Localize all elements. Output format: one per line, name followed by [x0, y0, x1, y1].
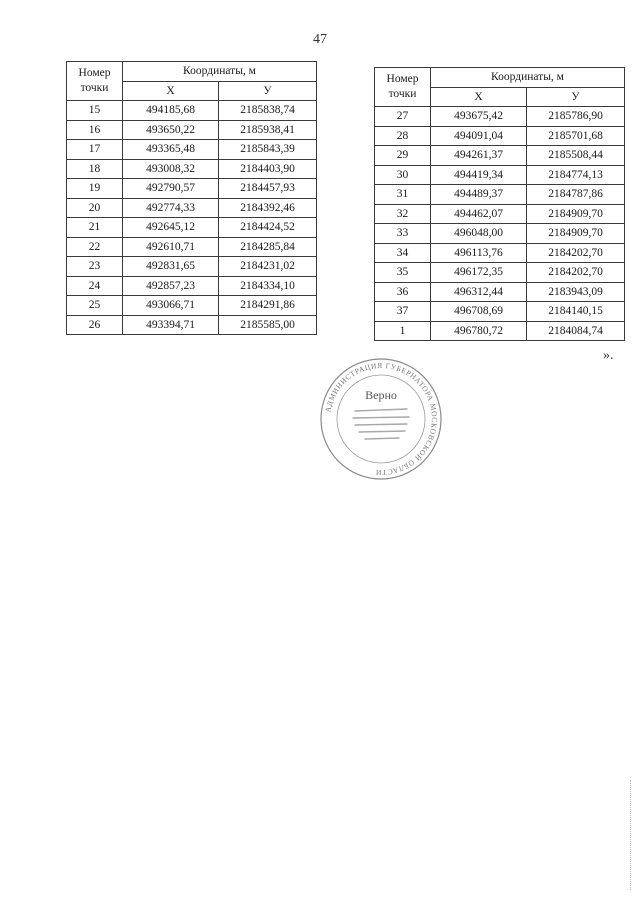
x-coordinate-cell: 493365,48	[123, 140, 219, 160]
y-coordinate-cell: 2184457,93	[219, 179, 317, 199]
point-number-cell: 23	[67, 257, 123, 277]
y-coordinate-cell: 2185938,41	[219, 120, 317, 140]
table-row	[67, 276, 317, 296]
point-number-cell: 25	[67, 296, 123, 316]
official-stamp	[319, 357, 443, 481]
y-coordinate-cell: 2185843,39	[219, 140, 317, 160]
x-coordinate-cell: 496780,72	[431, 321, 527, 341]
x-coordinate-cell: 492774,33	[123, 198, 219, 218]
stamp-ring-text: АДМИНИСТРАЦИЯ ГУБЕРНАТОРА МОСКОВСКОЙ ОБЛАСТИ	[323, 360, 440, 478]
x-coordinate-cell: 496048,00	[431, 224, 527, 244]
table-row	[375, 126, 625, 146]
table-row	[375, 204, 625, 224]
point-number-cell: 31	[375, 185, 431, 205]
y-coordinate-cell: 2184140,15	[527, 302, 625, 322]
point-number-cell: 35	[375, 263, 431, 283]
table-row	[375, 185, 625, 205]
point-number-cell: 21	[67, 218, 123, 238]
table-row	[67, 315, 317, 335]
margin-scan-marks	[630, 780, 633, 890]
x-coordinate-cell: 494462,07	[431, 204, 527, 224]
x-coordinate-cell: 492857,23	[123, 276, 219, 296]
y-coordinate-cell: 2184285,84	[219, 237, 317, 257]
x-coordinate-cell: 494489,37	[431, 185, 527, 205]
coordinates-table-right	[374, 67, 625, 341]
point-number-cell: 28	[375, 126, 431, 146]
y-coordinate-cell: 2185838,74	[219, 101, 317, 121]
table-row	[375, 165, 625, 185]
y-coordinate-cell: 2184787,86	[527, 185, 625, 205]
header-point-number: Номер точки	[375, 68, 431, 107]
point-number-cell: 17	[67, 140, 123, 160]
point-number-cell: 15	[67, 101, 123, 121]
table-row	[375, 146, 625, 166]
x-coordinate-cell: 492790,57	[123, 179, 219, 199]
y-coordinate-cell: 2185508,44	[527, 146, 625, 166]
table-row	[375, 263, 625, 283]
point-number-cell: 18	[67, 159, 123, 179]
point-number-cell: 1	[375, 321, 431, 341]
x-coordinate-cell: 494419,34	[431, 165, 527, 185]
table-row	[67, 257, 317, 277]
y-coordinate-cell: 2184231,02	[219, 257, 317, 277]
point-number-cell: 24	[67, 276, 123, 296]
point-number-cell: 27	[375, 107, 431, 127]
header-coordinates: Координаты, м	[431, 68, 625, 88]
table-row	[67, 140, 317, 160]
stamp-certified-word: Верно	[365, 388, 397, 402]
table-row	[67, 296, 317, 316]
y-coordinate-cell: 2185585,00	[219, 315, 317, 335]
table-row	[67, 120, 317, 140]
y-coordinate-cell: 2183943,09	[527, 282, 625, 302]
y-coordinate-cell: 2184202,70	[527, 263, 625, 283]
x-coordinate-cell: 492610,71	[123, 237, 219, 257]
x-coordinate-cell: 494091,04	[431, 126, 527, 146]
x-coordinate-cell: 493650,22	[123, 120, 219, 140]
x-coordinate-cell: 492831,65	[123, 257, 219, 277]
point-number-cell: 34	[375, 243, 431, 263]
y-coordinate-cell: 2184909,70	[527, 204, 625, 224]
y-coordinate-cell: 2184909,70	[527, 224, 625, 244]
table-row	[375, 243, 625, 263]
page-number: 47	[313, 32, 327, 47]
point-number-cell: 20	[67, 198, 123, 218]
coordinates-table-left	[66, 61, 317, 335]
y-coordinate-cell: 2184392,46	[219, 198, 317, 218]
y-coordinate-cell: 2185701,68	[527, 126, 625, 146]
y-coordinate-cell: 2184424,52	[219, 218, 317, 238]
header-y: У	[527, 87, 625, 107]
y-coordinate-cell: 2184202,70	[527, 243, 625, 263]
point-number-cell: 32	[375, 204, 431, 224]
table-row	[67, 218, 317, 238]
table-row	[67, 159, 317, 179]
point-number-cell: 29	[375, 146, 431, 166]
point-number-cell: 26	[67, 315, 123, 335]
header-x: X	[123, 81, 219, 101]
table-row	[67, 237, 317, 257]
x-coordinate-cell: 494185,68	[123, 101, 219, 121]
point-number-cell: 22	[67, 237, 123, 257]
point-number-cell: 19	[67, 179, 123, 199]
table-row	[375, 224, 625, 244]
y-coordinate-cell: 2184334,10	[219, 276, 317, 296]
point-number-cell: 36	[375, 282, 431, 302]
header-y: У	[219, 81, 317, 101]
closing-quote: ».	[603, 348, 614, 363]
point-number-cell: 30	[375, 165, 431, 185]
point-number-cell: 33	[375, 224, 431, 244]
svg-text:АДМИНИСТРАЦИЯ ГУБЕРНАТОРА МОСК	[323, 361, 439, 477]
x-coordinate-cell: 494261,37	[431, 146, 527, 166]
x-coordinate-cell: 496113,76	[431, 243, 527, 263]
table-row	[375, 107, 625, 127]
x-coordinate-cell: 493008,32	[123, 159, 219, 179]
x-coordinate-cell: 493394,71	[123, 315, 219, 335]
point-number-cell: 37	[375, 302, 431, 322]
stamp-outer-ring	[321, 359, 441, 479]
y-coordinate-cell: 2184291,86	[219, 296, 317, 316]
table-row	[67, 101, 317, 121]
x-coordinate-cell: 493066,71	[123, 296, 219, 316]
table-row	[375, 321, 625, 341]
table-row	[375, 302, 625, 322]
y-coordinate-cell: 2185786,90	[527, 107, 625, 127]
point-number-cell: 16	[67, 120, 123, 140]
table-row	[375, 282, 625, 302]
x-coordinate-cell: 496312,44	[431, 282, 527, 302]
y-coordinate-cell: 2184403,90	[219, 159, 317, 179]
x-coordinate-cell: 492645,12	[123, 218, 219, 238]
table-row	[67, 179, 317, 199]
y-coordinate-cell: 2184084,74	[527, 321, 625, 341]
x-coordinate-cell: 496172,35	[431, 263, 527, 283]
y-coordinate-cell: 2184774,13	[527, 165, 625, 185]
table-row	[67, 198, 317, 218]
stamp-inner-lines	[353, 409, 409, 439]
x-coordinate-cell: 493675,42	[431, 107, 527, 127]
x-coordinate-cell: 496708,69	[431, 302, 527, 322]
header-x: X	[431, 87, 527, 107]
header-coordinates: Координаты, м	[123, 62, 317, 82]
header-point-number: Номер точки	[67, 62, 123, 101]
